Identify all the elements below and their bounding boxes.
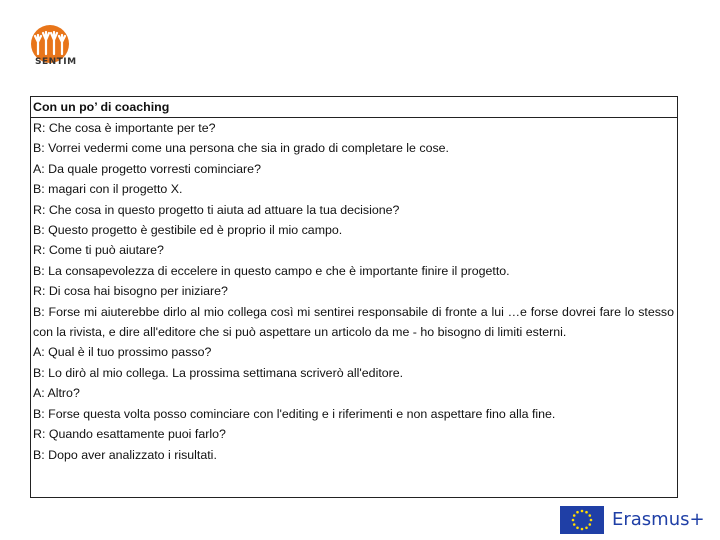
dialogue-line: B: Questo progetto è gestibile ed è proprio il mio campo.: [33, 223, 343, 238]
dialogue-line: B: Vorrei vedermi come una persona che sia in grado di completare le cose.: [33, 141, 449, 156]
dialogue-line: R: Di cosa hai bisogno per iniziare?: [33, 284, 228, 299]
dialogue-line: R: Che cosa in questo progetto ti aiuta ad attuare la tua decisione?: [33, 202, 400, 217]
dialogue-line: B: Lo dirò al mio collega. La prossima settimana scriverò all'editore.: [33, 365, 404, 380]
logo-text: SENTIM: [35, 57, 77, 67]
dialogue-line: B: La consapevolezza di eccelere in questo campo e che è importante finire il progetto.: [33, 263, 510, 278]
dialogue-line: A: Da quale progetto vorresti cominciare?: [33, 161, 261, 176]
eu-flag-icon: [560, 506, 604, 534]
sentim-logo-icon: [26, 24, 78, 76]
dialogue-title: Con un po’ di coaching: [31, 97, 677, 118]
dialogue-line: B: Forse questa volta posso cominciare con l'editing e i riferimenti e non aspettare fino alla fine.: [33, 406, 556, 421]
erasmus-plus-label: Erasmus+: [612, 509, 705, 530]
dialogue-line: B: magari con il progetto X.: [33, 182, 183, 197]
coaching-dialogue-box: [30, 96, 678, 498]
dialogue-line: B: Forse mi aiuterebbe dirlo al mio collega così mi sentirei responsabile di fronte a lui …e forse dovrei fare lo stesso con la rivista, e dire all'editore che si può aspettare un articolo da me - ho bisogno di limiti esterni.: [33, 304, 674, 340]
dialogue-line: R: Come ti può aiutare?: [33, 243, 164, 258]
dialogue-line: R: Che cosa è importante per te?: [33, 121, 216, 135]
dialogue-line: A: Qual è il tuo prossimo passo?: [33, 345, 212, 360]
dialogue-body: [31, 118, 677, 465]
dialogue-line: R: Quando esattamente puoi farlo?: [33, 427, 226, 442]
dialogue-line: A: Altro?: [33, 386, 80, 401]
dialogue-line: B: Dopo aver analizzato i risultati.: [33, 447, 217, 462]
